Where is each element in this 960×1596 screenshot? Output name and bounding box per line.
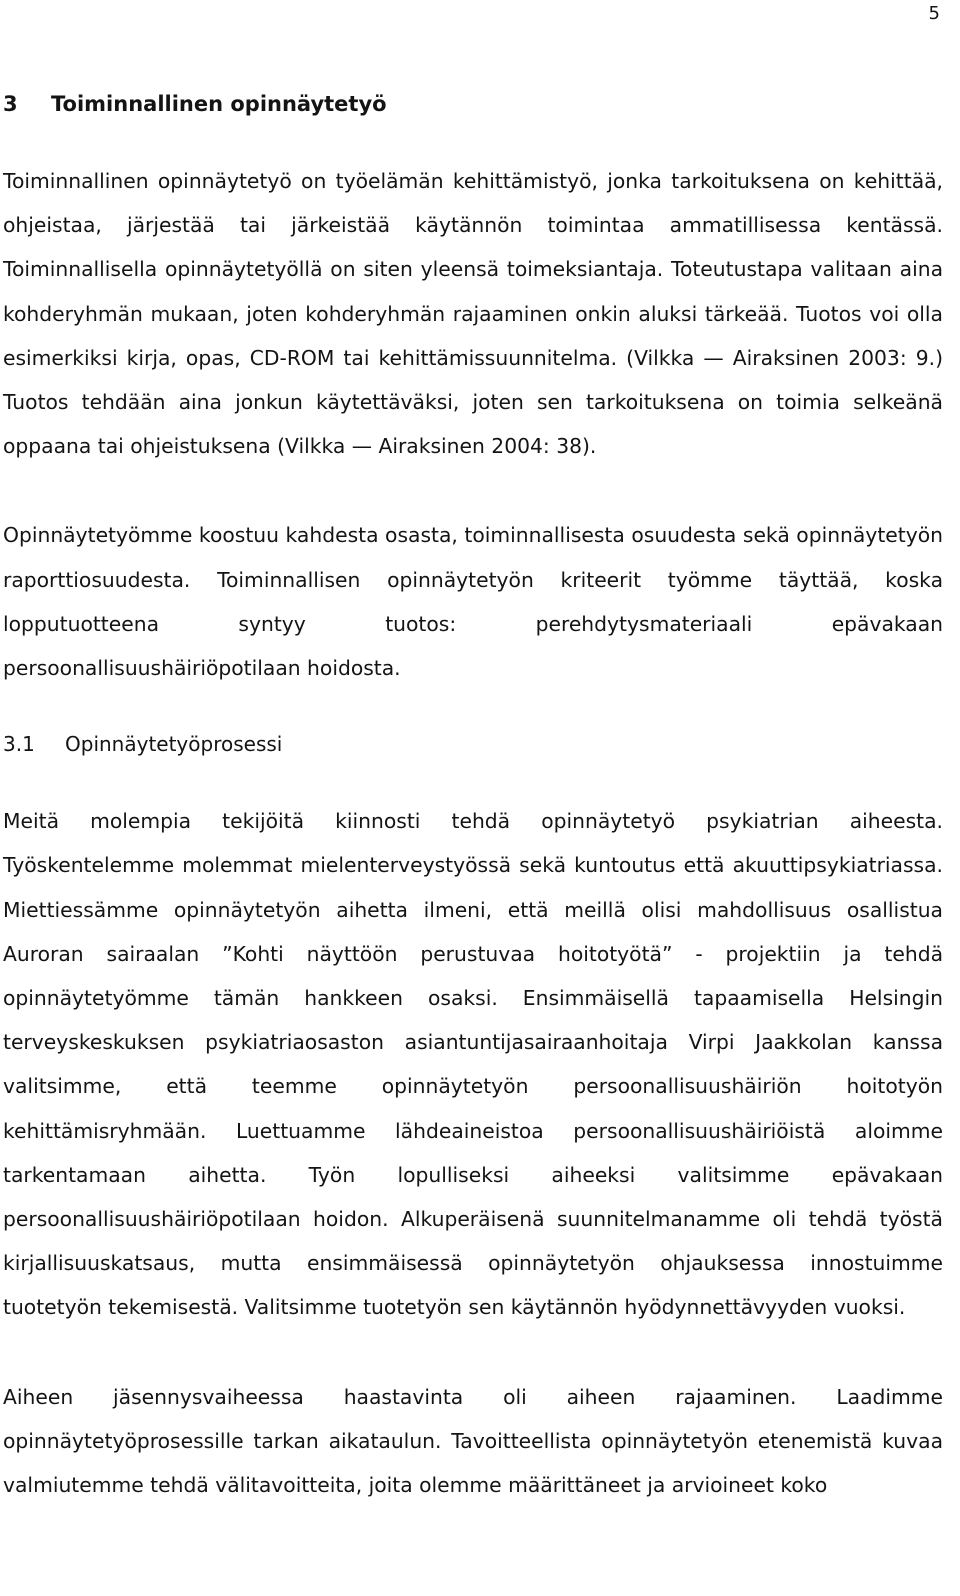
chapter-heading xyxy=(3,86,943,122)
paragraph-toiminnallinen-opinnaytetyo: Toiminnallinen opinnäytetyö on työelämän kehittämistyö, jonka tarkoituksena on kehittää, ohjeistaa, järjestää tai järkeistää käytännön toimintaa ammatillisessa kentässä. Toiminnallisella opinnäytetyöllä on siten yleensä toimeksiantaja. Toteutustapa valitaan aina kohderyhmän mukaan, joten kohderyhmän rajaaminen onkin aluksi tärkeää. Tuotos voi olla esimerkiksi kirja, opas, CD-ROM tai kehittämissuunnitelma. (Vilkka — Airaksinen 2003: 9.) Tuotos tehdään aina jonkun käytettäväksi, joten sen tarkoituksena on toimia selkeänä oppaana tai ohjeistuksena (Vilkka — Airaksinen 2004: 38). xyxy=(3,169,943,459)
paragraph-jasennysvaihe: Aiheen jäsennysvaiheessa haastavinta oli aiheen rajaaminen. Laadimme opinnäytetyöprosessille tarkan aikataulun. Tavoitteellista opinnäytetyön etenemistä kuvaa valmiutemme tehdä välitavoitteita, joita olemme määrittäneet ja arvioineet koko xyxy=(3,1384,943,1498)
chapter-number: 3 xyxy=(3,92,18,116)
section-number: 3.1 xyxy=(3,732,35,757)
chapter-title: Toiminnallinen opinnäytetyö xyxy=(51,92,387,116)
page-content xyxy=(3,86,943,1507)
paragraph-aiheen-valinta: Meitä molempia tekijöitä kiinnosti tehdä opinnäytetyö psykiatrian aiheesta. Työskentelemme molemmat mielenterveystyössä sekä kuntoutus että akuuttipsykiatriassa. Miettiessämme opinnäytetyön aihetta ilmeni, että meillä olisi mahdollisuus osallistua Auroran sairaalan ”Kohti näyttöön perustuvaa hoitotyötä” - projektiin ja tehdä opinnäytetyömme tämän hankkeen osaksi. Ensimmäisellä tapaamisella Helsingin terveyskeskuksen psykiatriaosaston asiantuntijasairaanhoitaja Virpi Jaakkolan kanssa valitsimme, että teemme opinnäytetyön persoonallisuushäiriön hoitotyön kehittämisryhmään. Luettuamme lähdeaineistoa persoonallisuushäiriöistä aloimme tarkentamaan aihetta. Työn lopulliseksi aiheeksi valitsimme epävakaan persoonallisuushäiriöpotilaan hoidon. Alkuperäisenä suunnitelmanamme oli tehdä työstä kirjallisuuskatsaus, mutta ensimmäisessä opinnäytetyön ohjauksessa innostuimme tuotetyön tekemisestä. Valitsimme tuotetyön sen käytännön hyödynnettävyyden vuoksi. xyxy=(3,809,943,1320)
section-title: Opinnäytetyöprosessi xyxy=(65,732,283,757)
page-number: 5 xyxy=(928,3,940,24)
section-heading xyxy=(3,726,943,762)
paragraph-opinnaytetyon-osat: Opinnäytetyömme koostuu kahdesta osasta, toiminnallisesta osuudesta sekä opinnäytetyön raporttiosuudesta. Toiminnallisen opinnäytetyön kriteerit työmme täyttää, koska lopputuotteena syntyy tuotos: perehdytysmateriaali epävakaan persoonallisuushäiriöpotilaan hoidosta. xyxy=(3,523,943,681)
